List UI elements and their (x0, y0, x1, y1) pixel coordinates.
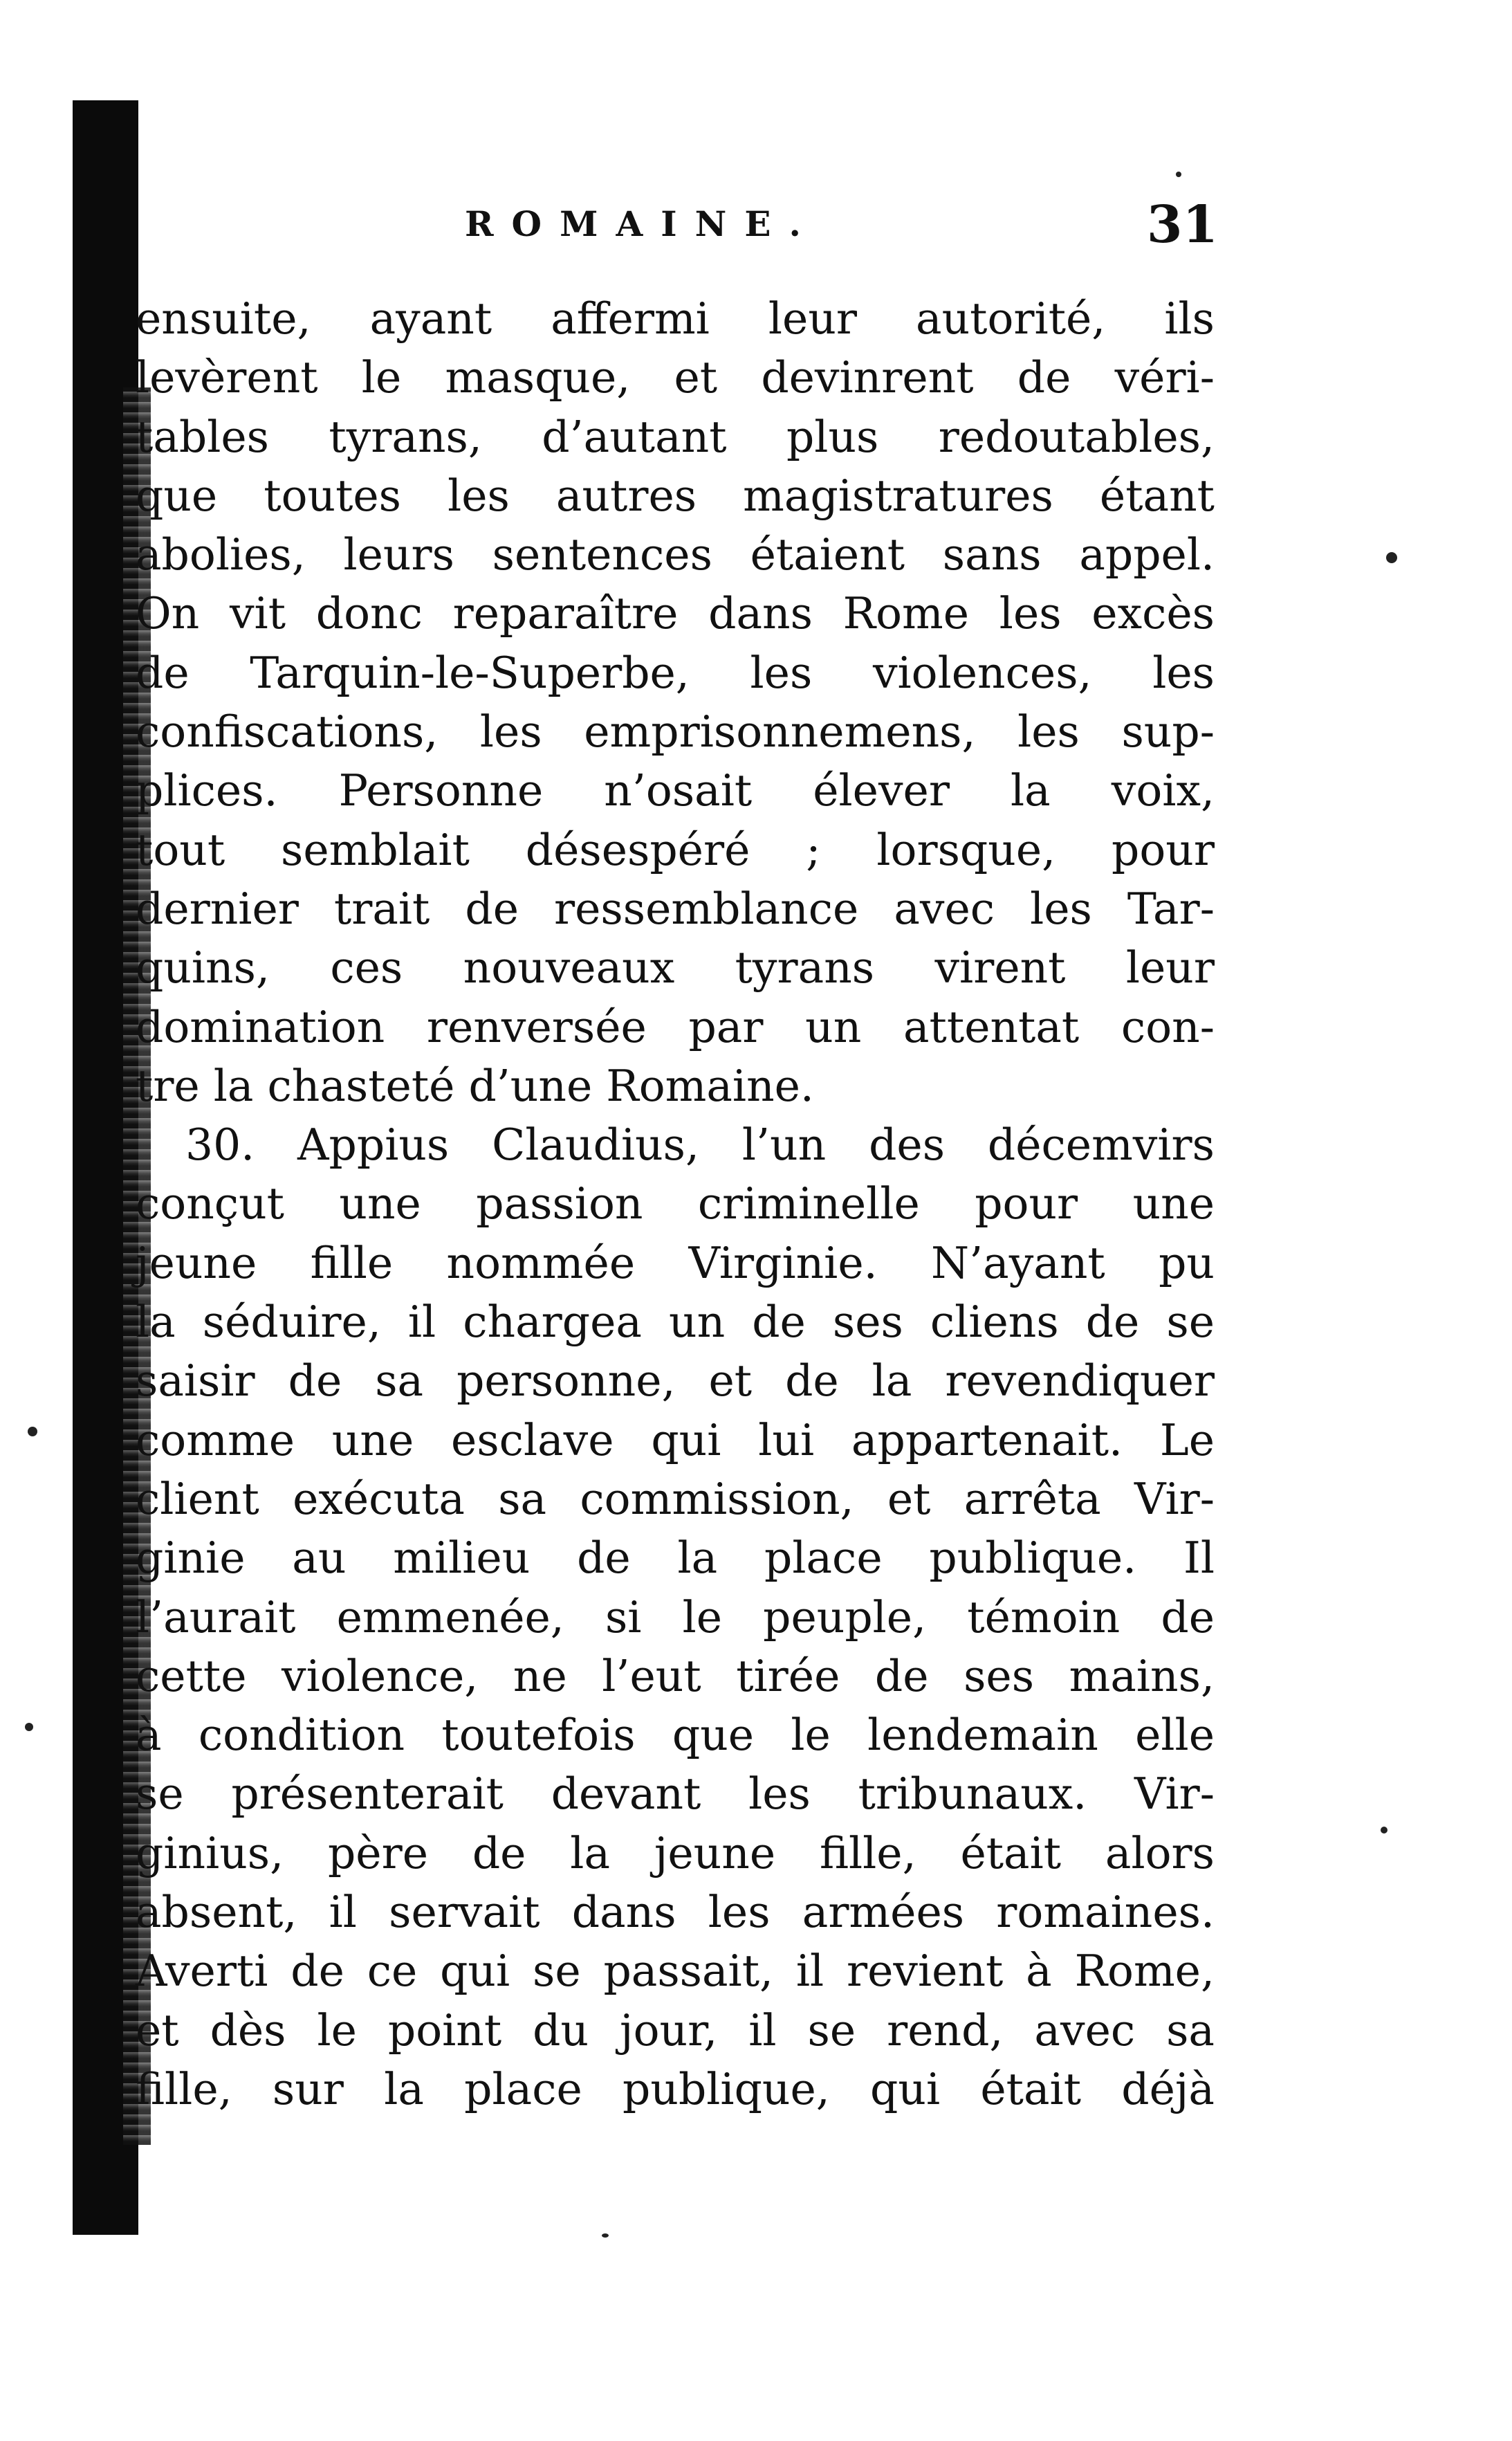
text-line: conçut une passion criminelle pour une (136, 1178, 1215, 1229)
text-line: à condition toutefois que le lendemain elle (136, 1710, 1215, 1761)
text-line: jeune fille nommée Virginie. N’ayant pu (136, 1237, 1215, 1288)
scan-speck (602, 2233, 609, 2238)
text-line: 30. Appius Claudius, l’un des décemvirs (185, 1119, 1215, 1171)
text-line: ensuite, ayant affermi leur autorité, ils (136, 293, 1215, 344)
text-line: comme une esclave qui lui appartenait. Le (136, 1414, 1215, 1465)
text-line: tout semblait désespéré ; lorsque, pour (136, 824, 1215, 875)
page-number: 31 (1147, 195, 1218, 255)
text-line: que toutes les autres magistratures étant (136, 470, 1215, 521)
text-line: et dès le point du jour, il se rend, avec sa (136, 2004, 1215, 2056)
text-line: confiscations, les emprisonnemens, les sup- (136, 706, 1215, 758)
text-line: l’aurait emmenée, si le peuple, témoin de (136, 1591, 1215, 1643)
page-header (0, 195, 1512, 257)
scan-speck (1176, 172, 1181, 177)
text-line: fille, sur la place publique, qui était déjà (136, 2063, 1215, 2114)
text-line: saisir de sa personne, et de la revendiquer (136, 1355, 1215, 1407)
text-line: abolies, leurs sentences étaient sans appel. (136, 529, 1215, 580)
text-line: Averti de ce qui se passait, il revient à Rome, (136, 1946, 1215, 1997)
text-line: On vit donc reparaître dans Rome les excès (136, 588, 1215, 639)
text-line: ginius, père de la jeune fille, était alors (136, 1827, 1215, 1878)
text-line: domination renversée par un attentat con- (136, 1001, 1215, 1052)
scan-speck (28, 1427, 37, 1436)
scan-speck (1386, 552, 1397, 563)
text-line: absent, il servait dans les armées romaines. (136, 1887, 1215, 1938)
text-line: quins, ces nouveaux tyrans virent leur (136, 942, 1215, 994)
text-line: plices. Personne n’osait élever la voix, (136, 765, 1215, 816)
text-line: se présenterait devant les tribunaux. Vir- (136, 1768, 1215, 1820)
text-line: tre la chasteté d’une Romaine. (136, 1060, 814, 1111)
text-line: la séduire, il chargea un de ses cliens de se (136, 1297, 1215, 1348)
text-line: levèrent le masque, et devinrent de véri- (136, 352, 1215, 403)
body-text (136, 289, 1215, 2119)
text-line: dernier trait de ressemblance avec les Tar- (136, 883, 1215, 934)
scan-speck (25, 1723, 33, 1731)
text-line: client exécuta sa commission, et arrêta Vir- (136, 1473, 1215, 1524)
running-title: ROMAINE. (465, 203, 819, 244)
text-line: cette violence, ne l’eut tirée de ses mains, (136, 1650, 1215, 1701)
text-line: tables tyrans, d’autant plus redoutables, (136, 411, 1215, 462)
text-line: de Tarquin-le-Superbe, les violences, les (136, 647, 1215, 698)
text-line: ginie au milieu de la place publique. Il (136, 1533, 1215, 1584)
scan-speck (1381, 1827, 1387, 1834)
